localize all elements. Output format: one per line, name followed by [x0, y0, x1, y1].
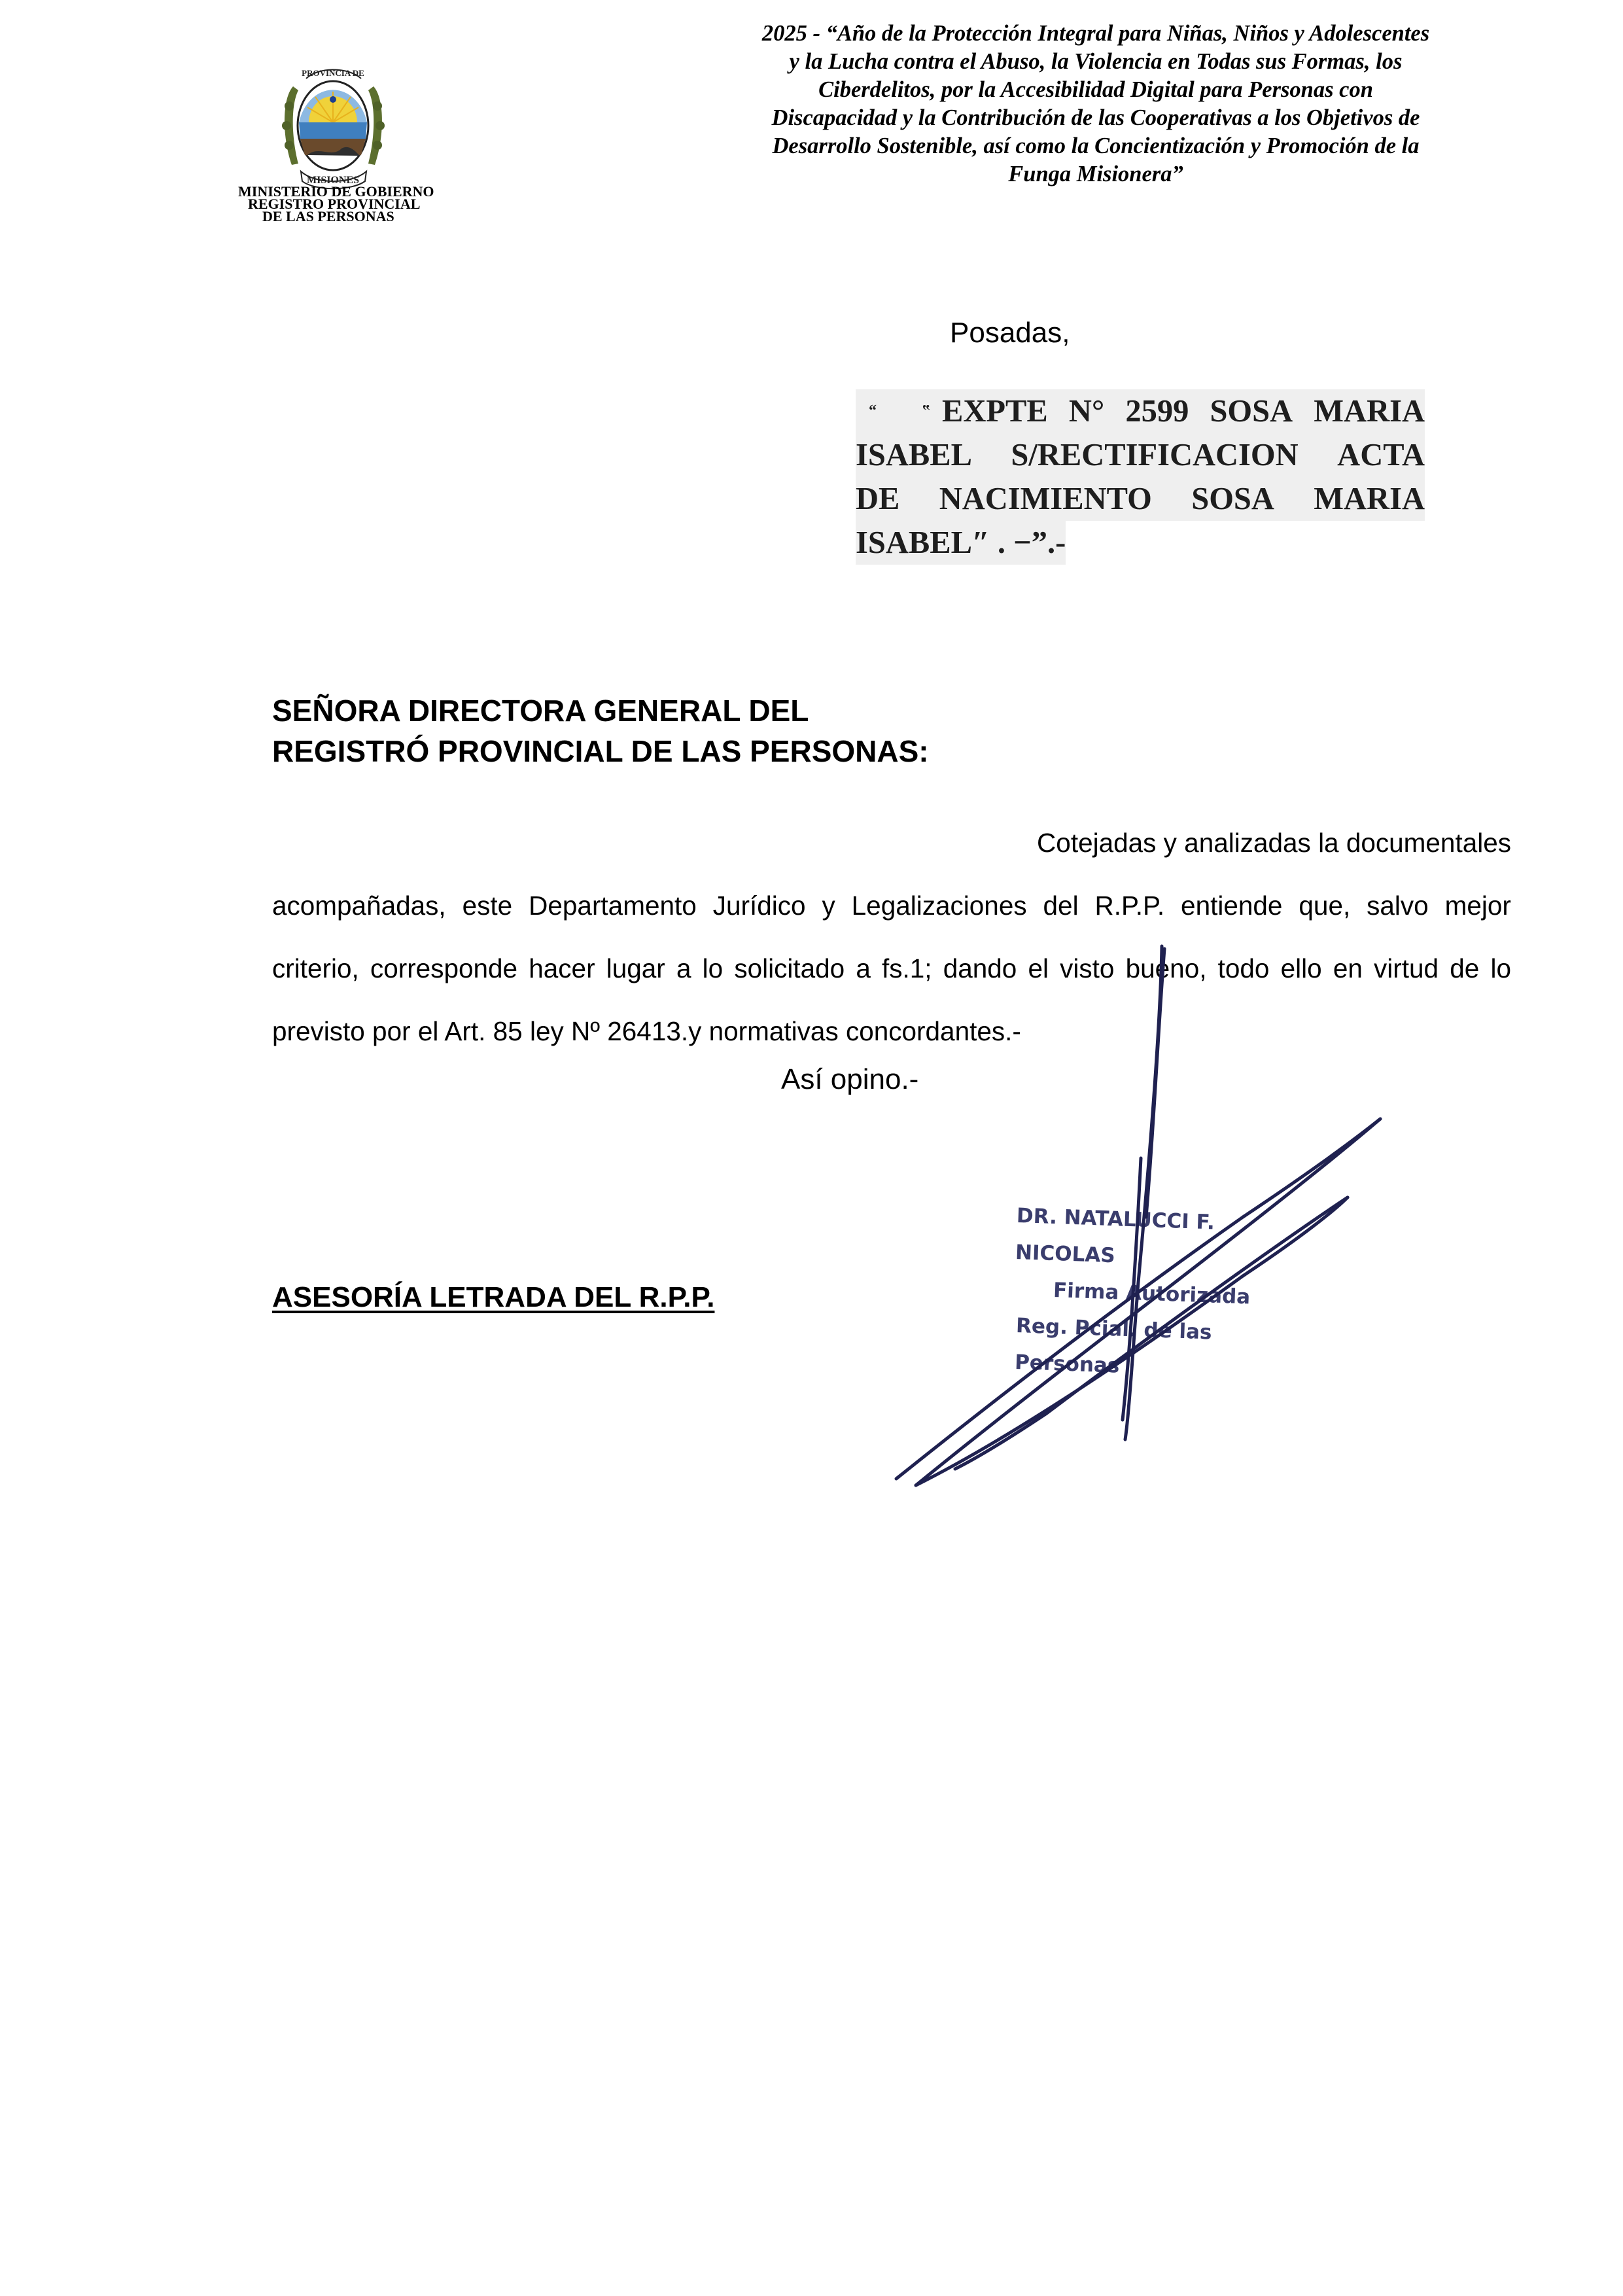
paragraph-word: solicitado — [734, 953, 845, 983]
caption-word: NACIMIENTO — [939, 482, 1152, 516]
paragraph-word: mejor — [1444, 891, 1511, 921]
paragraph-last-line: previsto por el Art. 85 ley Nº 26413.y normativas concordantes.- — [272, 1016, 1021, 1046]
paragraph-word: el — [1028, 953, 1049, 983]
paragraph-word: lo — [1490, 953, 1511, 983]
addressee-line: REGISTRÓ PROVINCIAL DE LAS PERSONAS: — [272, 734, 929, 768]
paragraph-first-line: Cotejadas y analizadas la documentales — [1037, 828, 1511, 858]
stamp-line: DR. NATALUCCI F. NICOLAS — [1015, 1203, 1215, 1268]
caption-word: MARIA — [1314, 394, 1425, 429]
paragraph-word: del — [1043, 891, 1079, 921]
paragraph-word: en — [1333, 953, 1363, 983]
motto-line: Ciberdelitos, por la Accesibilidad Digital para Personas con — [818, 77, 1373, 102]
caption-line — [856, 433, 1425, 477]
paragraph-word: salvo — [1367, 891, 1429, 921]
legal-office-title: ASESORÍA LETRADA DEL R.P.P. — [272, 1281, 715, 1313]
paragraph-word: todo — [1217, 953, 1270, 983]
paragraph-word: ello — [1280, 953, 1322, 983]
caption-line — [856, 477, 1425, 521]
caption-word: EXPTE — [942, 394, 1048, 429]
paragraph-word: Jurídico — [712, 891, 806, 921]
paragraph-word: lo — [702, 953, 724, 983]
addressee-block — [272, 690, 929, 771]
closing-line: Así opino.- — [781, 1063, 919, 1095]
paragraph-word: fs.1; — [882, 953, 932, 983]
paragraph-word: Legalizaciones — [851, 891, 1027, 921]
stamp-line: Firma Autorizada — [1053, 1279, 1251, 1309]
paragraph-word: corresponde — [370, 953, 518, 983]
caption-word: ISABEL — [856, 438, 972, 472]
paragraph-word: bueno, — [1125, 953, 1207, 983]
caption-word: SOSA — [1191, 482, 1274, 516]
caption-last-line: ISABEL″ . −”.- — [856, 521, 1066, 565]
handwritten-signature — [877, 942, 1426, 1557]
paragraph-word: virtud — [1374, 953, 1439, 983]
paragraph-word: de — [1450, 953, 1480, 983]
org-line-registry: REGISTRO PROVINCIAL — [248, 196, 421, 212]
paragraph-word: Departamento — [529, 891, 697, 921]
motto-line: 2025 - “Año de la Protección Integral para Niñas, Niños y Adolescentes — [761, 21, 1430, 46]
paragraph-word: dando — [943, 953, 1017, 983]
paragraph-word: que, — [1299, 891, 1351, 921]
paragraph-word: entiende — [1181, 891, 1283, 921]
motto-line: Funga Misionera” — [1008, 162, 1183, 186]
paragraph-word: este — [462, 891, 513, 921]
caption-word: SOSA — [1210, 394, 1293, 429]
caption-word: ACTA — [1337, 438, 1425, 472]
paragraph-word: a — [856, 953, 871, 983]
caption-open-quote: “ — [869, 402, 877, 419]
paragraph-line — [272, 874, 1511, 937]
paragraph-word: R.P.P. — [1094, 891, 1165, 921]
caption-word: N° — [1068, 394, 1105, 429]
caption-close-quote: ‟ — [922, 402, 930, 419]
motto-line: y la Lucha contra el Abuso, la Violencia en Todas sus Formas, los — [789, 49, 1403, 74]
provincial-crest-logo — [270, 60, 397, 191]
year-motto — [720, 20, 1472, 188]
caption-word: 2599 — [1125, 394, 1189, 429]
caption-word: S/RECTIFICACION — [1011, 438, 1299, 472]
org-line-persons: DE LAS PERSONAS — [262, 208, 394, 224]
paragraph-word: y — [822, 891, 835, 921]
caption-line — [856, 389, 1425, 433]
paragraph-word: a — [676, 953, 691, 983]
crest-bottom-lettering: MISIONES — [306, 175, 360, 186]
caption-word: DE — [856, 482, 900, 516]
paragraph-word: visto — [1060, 953, 1115, 983]
paragraph-word: lugar — [606, 953, 665, 983]
issuing-office-block — [238, 185, 464, 222]
motto-line: Discapacidad y la Contribución de las Cooperativas a los Objetivos de — [771, 105, 1420, 130]
place-line: Posadas, — [950, 317, 1070, 349]
case-caption — [856, 389, 1425, 565]
paragraph-word: acompañadas, — [272, 891, 446, 921]
caption-word: MARIA — [1314, 482, 1425, 516]
crest-top-lettering: PROVINCIA DE — [302, 68, 364, 78]
paragraph-word: hacer — [529, 953, 595, 983]
stamp-line: Reg. Pcial. de las Personas — [1014, 1314, 1213, 1378]
paragraph-word: criterio, — [272, 953, 359, 983]
addressee-line: SEÑORA DIRECTORA GENERAL DEL — [272, 694, 809, 728]
org-line-ministry: MINISTERIO DE GOBIERNO — [238, 183, 434, 200]
motto-line: Desarrollo Sostenible, así como la Concientización y Promoción de la — [772, 133, 1420, 158]
